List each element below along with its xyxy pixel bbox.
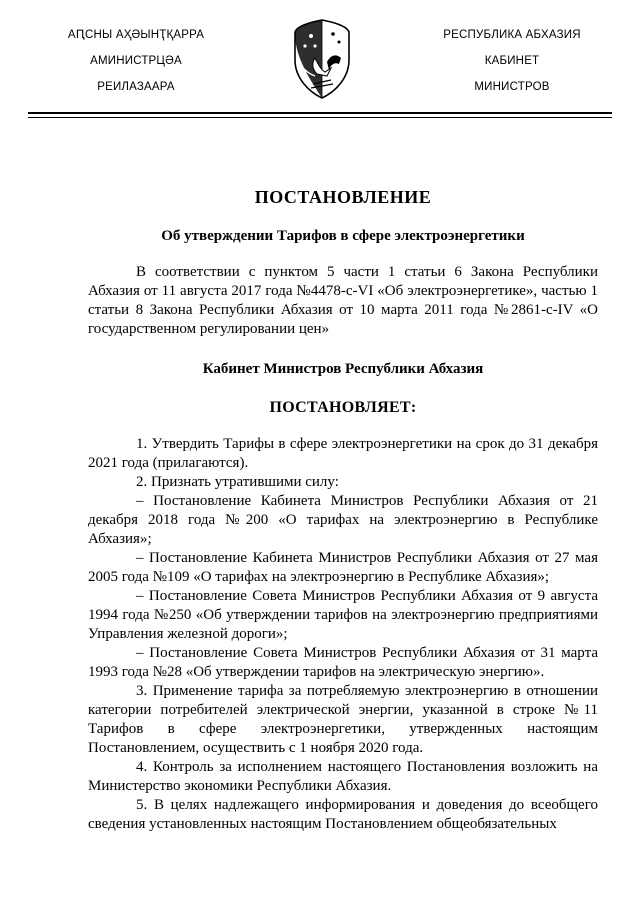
preamble-paragraph: В соответствии с пунктом 5 части 1 статьи 6 Закона Республики Абхазия от 11 августа 2017 года №4478-с-VI «Об электроэнергетике», частью 1 статьи 8 Закона Республики Абхазия от 10 марта 2011 года №2861-с-IV «О государственном регулировании цен» <box>88 264 598 337</box>
decree-item: – Постановление Совета Министров Республики Абхазия от 31 марта 1993 года №28 «Об утверждении тарифов на электрическую энергию». <box>88 645 598 680</box>
decree-heading: ПОСТАНОВЛЯЕТ: <box>269 399 417 416</box>
decree-item: 1. Утвердить Тарифы в сфере электроэнергетики на срок до 31 декабря 2021 года (прилагаются). <box>88 436 598 471</box>
letterhead-divider-thick <box>28 112 612 114</box>
abkhazia-coat-of-arms-icon <box>291 18 353 100</box>
letterhead-right-russian <box>412 22 612 100</box>
letterhead-left-line-3: РЕИЛАЗААРА <box>97 81 175 93</box>
letterhead-left-abkhaz <box>36 22 236 100</box>
decree-item: – Постановление Кабинета Министров Республики Абхазия от 27 мая 2005 года №109 «О тарифах на электроэнергию в Республике Абхазия»; <box>88 550 598 585</box>
letterhead <box>0 16 640 116</box>
decree-item: 3. Применение тарифа за потребляемую электроэнергию в отношении категории потребителей электрической энергии, указанной в строке №11 Тарифов в сфере электроэнергетики, утвержденных настоящим Постановлением, осуществить с 1 ноября 2020 года. <box>88 683 598 756</box>
letterhead-left-line-1: АԤСНЫ АҲӘЫНҬҚАРРА <box>67 29 205 41</box>
decree-item: – Постановление Совета Министров Республики Абхазия от 9 августа 1994 года №250 «Об утверждении тарифов на электроэнергию предприятиями Управления железной дороги»; <box>88 588 598 642</box>
document-title: ПОСТАНОВЛЕНИЕ <box>254 187 432 207</box>
letterhead-right-line-2: КАБИНЕТ <box>484 55 540 67</box>
decree-item: 5. В целях надлежащего информирования и доведения до всеобщего сведения установленных настоящим Постановлением общеобязательных <box>88 797 598 832</box>
decree-items <box>88 435 598 834</box>
letterhead-right-line-1: РЕСПУБЛИКА АБХАЗИЯ <box>443 29 581 41</box>
letterhead-divider-thin <box>28 117 612 118</box>
document-body <box>88 180 598 834</box>
issuing-authority: Кабинет Министров Республики Абхазия <box>202 361 484 377</box>
document-subtitle: Об утверждении Тарифов в сфере электроэнергетики <box>161 228 525 244</box>
decree-item: 2. Признать утратившими силу: <box>136 474 339 490</box>
decree-item: 4. Контроль за исполнением настоящего Постановления возложить на Министерство экономики Республики Абхазия. <box>88 759 598 794</box>
letterhead-right-line-3: МИНИСТРОВ <box>474 81 550 93</box>
letterhead-left-line-2: АМИНИСТРЦӘА <box>90 55 182 67</box>
decree-item: – Постановление Кабинета Министров Республики Абхазия от 21 декабря 2018 года №200 «О тарифах на электроэнергию в Республике Абхазия»; <box>88 493 598 547</box>
